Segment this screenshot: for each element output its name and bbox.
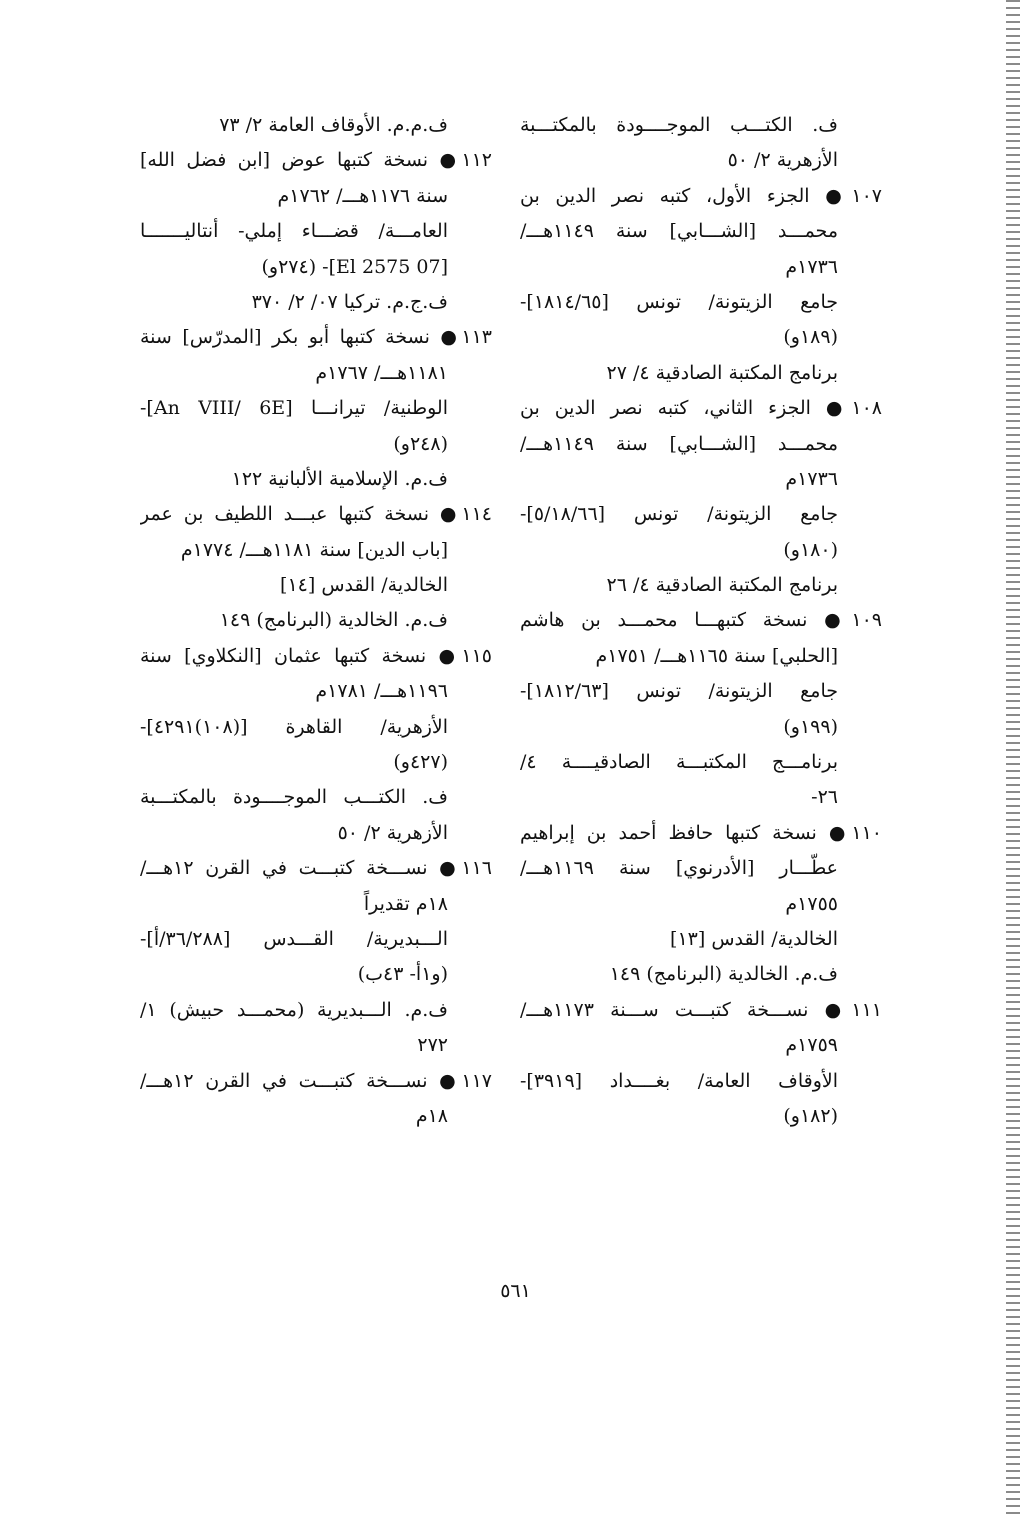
text-line: ف.م. الـــبديرية (محمـــد حبيش) ١/ bbox=[140, 998, 448, 1021]
text-line: ف.م. الخالدية (البرنامج) ١٤٩ bbox=[219, 609, 448, 632]
text-line: [07 El 2575]- (٢٧٤و) bbox=[261, 255, 448, 278]
text-line: ف. الكتـــب الموجــــودة بالمكتـــبة bbox=[520, 114, 838, 136]
text-line: محمـــد [الشـــابي] سنة ١١٤٩هـــ/ bbox=[520, 432, 838, 455]
right-column bbox=[520, 108, 882, 1134]
text-line: ف.م. الخالدية (البرنامج) ١٤٩ bbox=[609, 963, 838, 986]
entry-heading-line: ١١٥● نسخة كتبها عثمان [النكلاوي] سنة bbox=[140, 644, 492, 667]
text-line: عطّـــار [الأدرنوي] سنة ١١٦٩هـــ/ bbox=[520, 857, 838, 880]
text-line: الخالدية/ القدس [١٤] bbox=[280, 574, 448, 597]
text-line: ١٧٥٩م bbox=[785, 1034, 838, 1057]
text-line: سنة ١١٧٦هـــ/ ١٧٦٢م bbox=[277, 184, 448, 207]
entry-heading-line: ١١٢● نسخة كتبها عوض [ابن فضل الله] bbox=[140, 149, 492, 172]
text-line: (٢٤٨و) bbox=[393, 432, 448, 455]
entry-heading-line: ١١٠● نسخة كتبها حافظ أحمد بن إبراهيم bbox=[520, 821, 882, 844]
text-line: الأزهرية/ القاهرة [(١٠٨)٤٢٩١]- bbox=[140, 715, 448, 738]
text-line: ٢٧٢ bbox=[417, 1034, 448, 1057]
text-line: برنامج المكتبة الصادقية ٤/ ٢٦ bbox=[606, 574, 838, 597]
text-line: (و١أ- ٤٣ب) bbox=[357, 963, 448, 986]
entry-heading-line: ١٠٨● الجزء الثاني، كتبه نصر الدين بن bbox=[520, 397, 882, 420]
text-line: ١١٩٦هـــ/ ١٧٨١م bbox=[315, 680, 448, 703]
text-line: (١٨٩و) bbox=[783, 326, 838, 349]
text-line: الوطنية/ تيرانـــا [An VIII/ 6E]- bbox=[140, 397, 448, 420]
text-line: (٤٢٧و) bbox=[393, 751, 448, 774]
text-line: الأوقاف العامة/ بغــــداد [٣٩١٩]- bbox=[520, 1069, 838, 1092]
text-line: ١٨م تقديراً bbox=[363, 892, 448, 915]
text-line: برنامـــج المكتبـــة الصادقيــــة ٤/ bbox=[520, 751, 838, 774]
text-line: ١١٨١هـــ/ ١٧٦٧م bbox=[315, 361, 448, 384]
text-line: الخالدية/ القدس [١٣] bbox=[670, 927, 838, 950]
text-line: ١٧٣٦م bbox=[785, 467, 838, 490]
entry-heading-line: ١٠٩● نسخة كتبهـــا محمـــد بن هاشم bbox=[520, 609, 882, 632]
text-line: ف.ج.م. تركيا ٠٧/ ٢/ ٣٧٠ bbox=[251, 290, 448, 313]
text-line: [باب الدين] سنة ١١٨١هـــ/ ١٧٧٤م bbox=[180, 538, 448, 561]
text-line: ف.م. الإسلامية الألبانية ١٢٢ bbox=[231, 467, 448, 490]
text-line: [الحلبي] سنة ١١٦٥هـــ/ ١٧٥١م bbox=[595, 644, 838, 667]
text-line: ف.م.م. الأوقاف العامة ٢/ ٧٣ bbox=[219, 114, 448, 136]
text-line: ١٨م bbox=[415, 1104, 448, 1127]
text-line: (١٨٢و) bbox=[783, 1104, 838, 1127]
text-line: الـــبديرية/ القـــدس [٣٦/٢٨٨/أ]- bbox=[140, 927, 448, 950]
text-line: جامع الزيتونة/ تونس [١٨١٤/٦٥]- bbox=[520, 290, 838, 313]
text-line: العامـــة/ قضـــاء إملي- أنتاليـــــــا bbox=[140, 220, 448, 243]
text-line: جامع الزيتونة/ تونس [٥/١٨/٦٦]- bbox=[520, 503, 838, 526]
entry-heading-line: ١١٣● نسخة كتبها أبو بكر [المدرّس] سنة bbox=[140, 326, 492, 349]
text-line: الأزهرية ٢/ ٥٠ bbox=[727, 149, 838, 172]
text-line: ١٧٥٥م bbox=[785, 892, 838, 915]
text-line: جامع الزيتونة/ تونس [١٨١٢/٦٣]- bbox=[520, 680, 838, 703]
text-line: (١٨٠و) bbox=[783, 538, 838, 561]
entry-heading-line: ١١٤● نسخة كتبها عبـــد اللطيف بن عمر bbox=[140, 503, 492, 526]
text-line: (١٩٩و) bbox=[783, 715, 838, 738]
entry-heading-line: ١٠٧● الجزء الأول، كتبه نصر الدين بن bbox=[520, 184, 882, 207]
text-line: برنامج المكتبة الصادقية ٤/ ٢٧ bbox=[606, 361, 838, 384]
entry-heading-line: ١١٦● نســـخة كتبـــت في القرن ١٢هـــ/ bbox=[140, 857, 492, 880]
entry-heading-line: ١١١● نســـخة كتبـــت ســـنة ١١٧٣هـــ/ bbox=[520, 998, 882, 1021]
text-line: ٢٦- bbox=[811, 786, 838, 809]
text-line: ف. الكتـــب الموجــــودة بالمكتـــبة bbox=[140, 786, 448, 809]
page-number: ٥٦١ bbox=[500, 1280, 531, 1302]
text-line: محمـــد [الشـــابي] سنة ١١٤٩هـــ/ bbox=[520, 220, 838, 243]
binding-edge-shadow bbox=[1006, 0, 1020, 1517]
left-column bbox=[140, 108, 492, 1134]
text-line: ١٧٣٦م bbox=[785, 255, 838, 278]
text-line: الأزهرية ٢/ ٥٠ bbox=[337, 821, 448, 844]
entry-heading-line: ١١٧● نســـخة كتبـــت في القرن ١٢هـــ/ bbox=[140, 1069, 492, 1092]
